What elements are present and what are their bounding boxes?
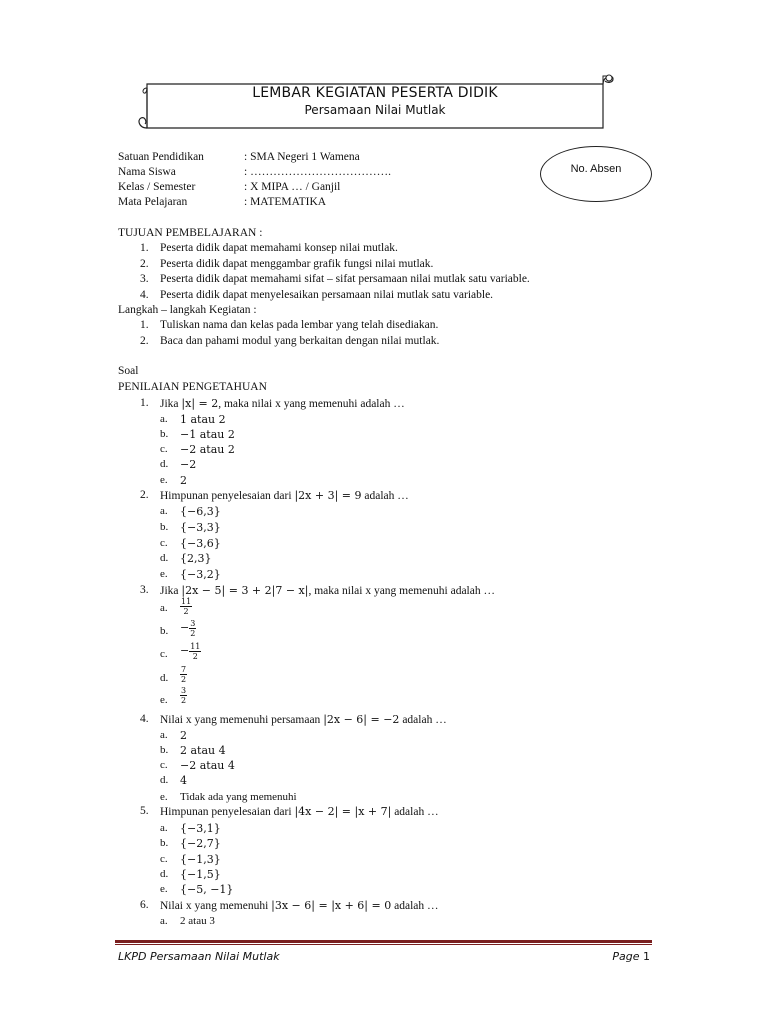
option-text: 1 atau 2 [180,413,226,426]
option-label: a. [160,505,168,517]
question-number: 4. [140,713,149,725]
identity-row [118,195,326,211]
option-label: d. [160,458,169,470]
option-label: e. [160,791,168,803]
footer-left: LKPD Persamaan Nilai Mutlak [118,950,280,963]
identity-value: : X MIPA … / Ganjil [244,181,341,193]
header-banner [135,72,615,134]
identity-row [118,165,391,181]
question-number: 2. [140,489,149,501]
identity-key: Satuan Pendidikan [118,151,204,163]
option-label: e. [160,694,168,706]
identity-key: Mata Pelajaran [118,196,188,208]
question-number: 1. [140,397,149,409]
option-fraction: $\frac{7}{2}$ [181,665,187,684]
option-text: 4 [180,774,187,787]
option-label: a. [160,413,168,425]
list-item: 2. [140,335,149,347]
list-item-text: Tuliskan nama dan kelas pada lembar yang telah disediakan. [160,319,439,331]
option-text: {−1,5} [180,868,221,881]
identity-value: : MATEMATIKA [244,196,327,208]
option-label: d. [160,552,169,564]
option-text: {−3,2} [180,568,221,581]
option-label: e. [160,474,168,486]
option-fraction: − $\frac{11}{2}$ [180,642,201,661]
option-label: e. [160,568,168,580]
option-label: c. [160,537,168,549]
identity-key: Kelas / Semester [118,181,196,193]
option-label: b. [160,428,169,440]
option-label: c. [160,648,168,660]
option-text: {−3,3} [180,521,221,534]
option-fraction: $\frac{11}{2}$ [181,597,192,616]
option-fraction: − $\frac{3}{2}$ [180,619,196,638]
question-text: Nilai x yang memenuhi |3x − 6| = |x + 6| = 0 adalah … [160,899,439,912]
list-item-text: Peserta didik dapat menyelesaikan persamaan nilai mutlak satu variable. [160,289,494,301]
option-text: {−2,7} [180,837,221,850]
option-label: a. [160,915,168,927]
footer-rule-thin [115,944,652,945]
option-label: b. [160,744,169,756]
page-subtitle: Persamaan Nilai Mutlak [304,103,446,117]
option-text: −2 atau 2 [180,443,235,456]
option-label: d. [160,774,169,786]
option-text: −2 atau 4 [180,759,235,772]
option-label: b. [160,521,169,533]
list-item: 4. [140,289,149,301]
option-text: {−6,3} [180,505,221,518]
option-text: Tidak ada yang memenuhi [180,791,297,803]
identity-row [118,150,360,166]
identity-value: : ………………………………. [244,166,391,178]
option-label: c. [160,853,168,865]
option-text: 2 [180,729,187,742]
footer-page: Page 1 [612,950,650,963]
option-label: a. [160,729,168,741]
option-label: c. [160,759,168,771]
option-label: a. [160,602,168,614]
question-number: 6. [140,899,149,911]
identity-value: : SMA Negeri 1 Wamena [244,151,360,163]
list-item: 1. [140,242,149,254]
question-text: Himpunan penyelesaian dari |4x − 2| = |x + 7| adalah … [160,805,439,818]
option-text: −1 atau 2 [180,428,235,441]
penilaian-heading: PENILAIAN PENGETAHUAN [118,381,267,393]
question-text: Nilai x yang memenuhi persamaan |2x − 6| = −2 adalah … [160,713,447,726]
list-item-text: Peserta didik dapat memahami konsep nilai mutlak. [160,242,398,254]
page-number: 1 [643,950,650,963]
footer-rule [115,940,652,943]
option-text: {2,3} [180,552,212,565]
option-label: c. [160,443,168,455]
question-number: 5. [140,805,149,817]
option-text: −2 [180,458,197,471]
option-text: 2 atau 4 [180,744,226,757]
list-item-text: Baca dan pahami modul yang berkaitan dengan nilai mutlak. [160,335,440,347]
option-text: {−3,6} [180,537,221,550]
option-label: e. [160,883,168,895]
page-title: LEMBAR KEGIATAN PESERTA DIDIK [252,85,498,101]
question-text: Jika |x| = 2, maka nilai x yang memenuhi adalah … [160,397,405,410]
tujuan-heading: TUJUAN PEMBELAJARAN : [118,227,263,239]
option-text: 2 [180,474,187,487]
option-label: a. [160,822,168,834]
langkah-heading: Langkah – langkah Kegiatan : [118,304,257,316]
option-text: {−5, −1} [180,883,234,896]
list-item: 2. [140,258,149,270]
identity-row [118,180,340,196]
option-text: 2 atau 3 [180,915,215,927]
list-item: 1. [140,319,149,331]
question-text: Jika |2x − 5| = 3 + 2|7 − x|, maka nilai x yang memenuhi adalah … [160,584,495,597]
option-label: b. [160,625,169,637]
option-label: d. [160,868,169,880]
soal-heading: Soal [118,365,139,377]
option-text: {−3,1} [180,822,221,835]
option-fraction: $\frac{3}{2}$ [181,686,187,705]
option-text: {−1,3} [180,853,221,866]
absen-ellipse [540,146,652,202]
question-text: Himpunan penyelesaian dari |2x + 3| = 9 adalah … [160,489,409,502]
option-label: b. [160,837,169,849]
list-item-text: Peserta didik dapat menggambar grafik fungsi nilai mutlak. [160,258,434,270]
option-label: d. [160,672,169,684]
list-item-text: Peserta didik dapat memahami sifat – sifat persamaan nilai mutlak satu variable. [160,273,530,285]
identity-key: Nama Siswa [118,166,176,178]
list-item: 3. [140,273,149,285]
question-number: 3. [140,584,149,596]
absen-label: No. Absen [570,163,622,175]
